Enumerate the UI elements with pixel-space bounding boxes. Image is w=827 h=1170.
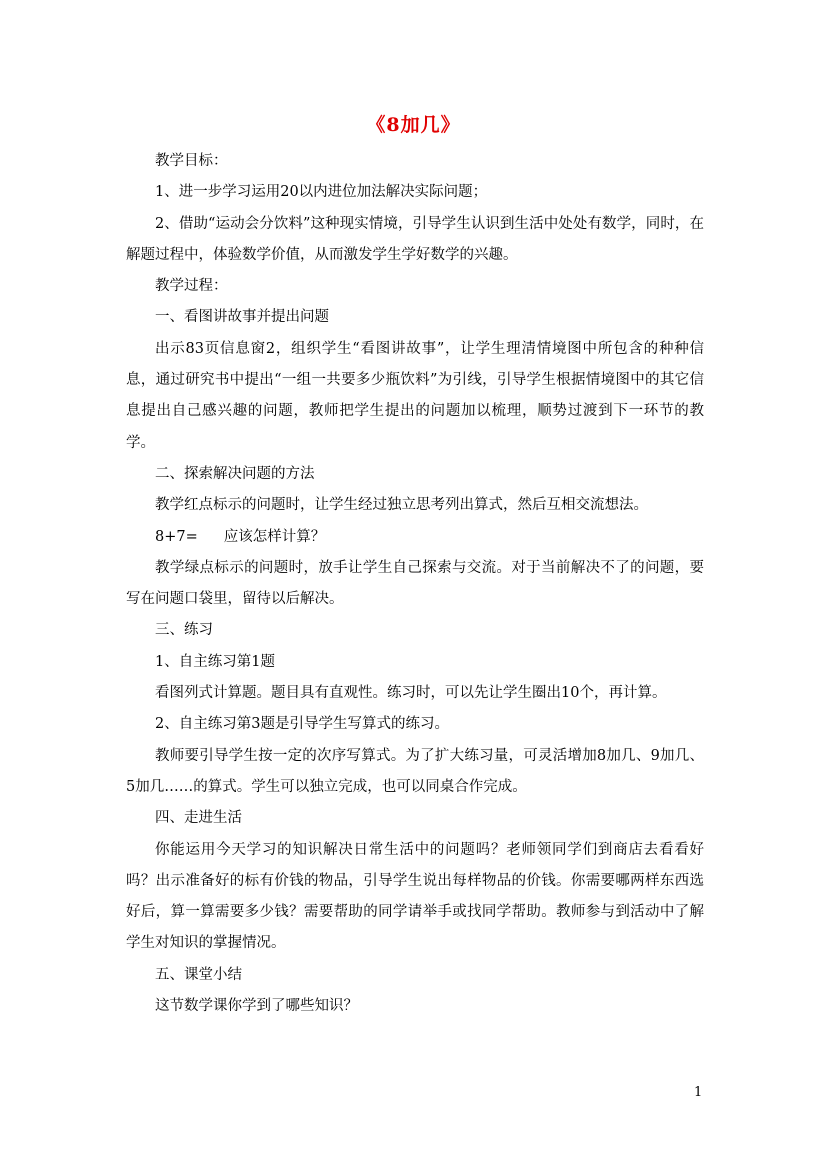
document-title: 《8加几》 bbox=[366, 114, 461, 136]
section-heading: 二、探索解决问题的方法 bbox=[155, 465, 315, 482]
paragraph: 教学目标： bbox=[155, 153, 228, 169]
paragraph: 这节数学课你学到了哪些知识？ bbox=[155, 998, 358, 1015]
paragraph: 出示83页信息窗2，组织学生“看图讲故事”，让学生理清情境图中所包含的种种信息，通过研究书中提出“一组一共要多少瓶饮料”为引线，引导学生根据情境图中的其它信息提出自己感兴趣的问题，教师把学生提出的问题加以梳理，顺势过渡到下一环节的教学。 bbox=[126, 340, 704, 451]
paragraph: 教师要引导学生按一定的次序写算式。为了扩大练习量，可灵活增加8加几、9加几、5加几……的算式。学生可以独立完成，也可以同桌合作完成。 bbox=[126, 747, 704, 795]
section-heading: 五、课堂小结 bbox=[155, 966, 242, 983]
paragraph: 1、进一步学习运用20以内进位加法解决实际问题； bbox=[155, 184, 488, 201]
paragraph: 1、自主练习第1题 bbox=[155, 653, 275, 670]
section-heading: 四、走进生活 bbox=[155, 810, 242, 827]
document-body bbox=[126, 146, 704, 1022]
equation: 8+7= bbox=[155, 528, 198, 545]
page-number: 1 bbox=[694, 1085, 703, 1100]
section-heading: 一、看图讲故事并提出问题 bbox=[155, 309, 329, 326]
equation-line bbox=[126, 522, 704, 553]
section-heading: 三、练习 bbox=[155, 622, 213, 639]
paragraph: 教学红点标示的问题时，让学生经过独立思考列出算式，然后互相交流想法。 bbox=[155, 497, 648, 514]
paragraph: 你能运用今天学习的知识解决日常生活中的问题吗？老师领同学们到商店去看看好吗？出示准备好的标有价钱的物品，引导学生说出每样物品的价钱。你需要哪两样东西选好后，算一算需要多少钱？需要帮助的同学请举手或找同学帮助。教师参与到活动中了解学生对知识的掌握情况。 bbox=[126, 841, 704, 952]
paragraph: 2、自主练习第3题是引导学生写算式的练习。 bbox=[155, 716, 449, 733]
paragraph: 教学过程： bbox=[155, 278, 228, 295]
paragraph: 2、借助“运动会分饮料”这种现实情境，引导学生认识到生活中处处有数学，同时，在解题过程中，体验数学价值，从而激发学生学好数学的兴趣。 bbox=[126, 215, 704, 263]
paragraph: 看图列式计算题。题目具有直观性。练习时，可以先让学生圈出10个，再计算。 bbox=[155, 685, 667, 702]
paragraph: 教学绿点标示的问题时，放手让学生自己探索与交流。对于当前解决不了的问题，要写在问题口袋里，留待以后解决。 bbox=[126, 559, 704, 608]
equation-question: 应该怎样计算？ bbox=[223, 528, 326, 545]
